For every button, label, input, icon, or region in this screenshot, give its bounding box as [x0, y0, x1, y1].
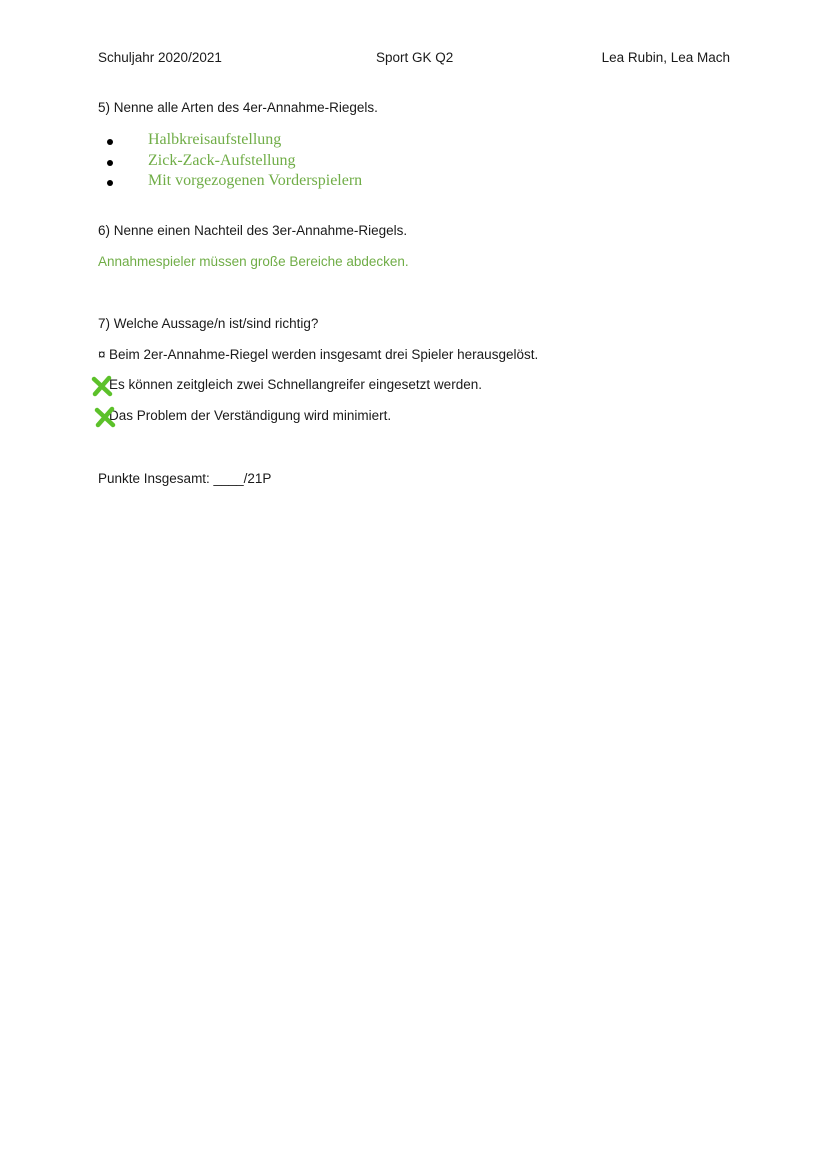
option-1-text: Beim 2er-Annahme-Riegel werden insgesamt drei Spieler herausgelöst. [109, 347, 539, 362]
bullet-icon [107, 160, 113, 166]
answer-text: Zick-Zack-Aufstellung [148, 151, 296, 169]
option-1-marker: ¤ [98, 347, 106, 362]
school-year: Schuljahr 2020/2021 [98, 50, 222, 65]
course-title: Sport GK Q2 [376, 50, 454, 65]
option-1[interactable] [98, 347, 539, 362]
bullet-icon [107, 180, 113, 186]
total-points: Punkte Insgesamt: ____/21P [98, 471, 272, 486]
question-6-answer: Annahmespieler müssen große Bereiche abdecken. [98, 254, 409, 269]
question-6: 6) Nenne einen Nachteil des 3er-Annahme-Riegels. [98, 223, 408, 238]
page-header [98, 50, 730, 70]
question-7: 7) Welche Aussage/n ist/sind richtig? [98, 316, 319, 331]
answer-text: Halbkreisaufstellung [148, 131, 282, 148]
green-x-check-icon [91, 375, 113, 397]
option-3-text: Das Problem der Verständigung wird minimiert. [109, 408, 392, 423]
bullet-icon [107, 139, 113, 145]
answer-text: Mit vorgezogenen Vorderspielern [148, 172, 363, 189]
authors: Lea Rubin, Lea Mach [601, 50, 730, 65]
green-x-check-icon [94, 406, 116, 428]
option-2-text: Es können zeitgleich zwei Schnellangreifer eingesetzt werden. [109, 377, 482, 392]
question-5: 5) Nenne alle Arten des 4er-Annahme-Riegels. [98, 100, 378, 115]
